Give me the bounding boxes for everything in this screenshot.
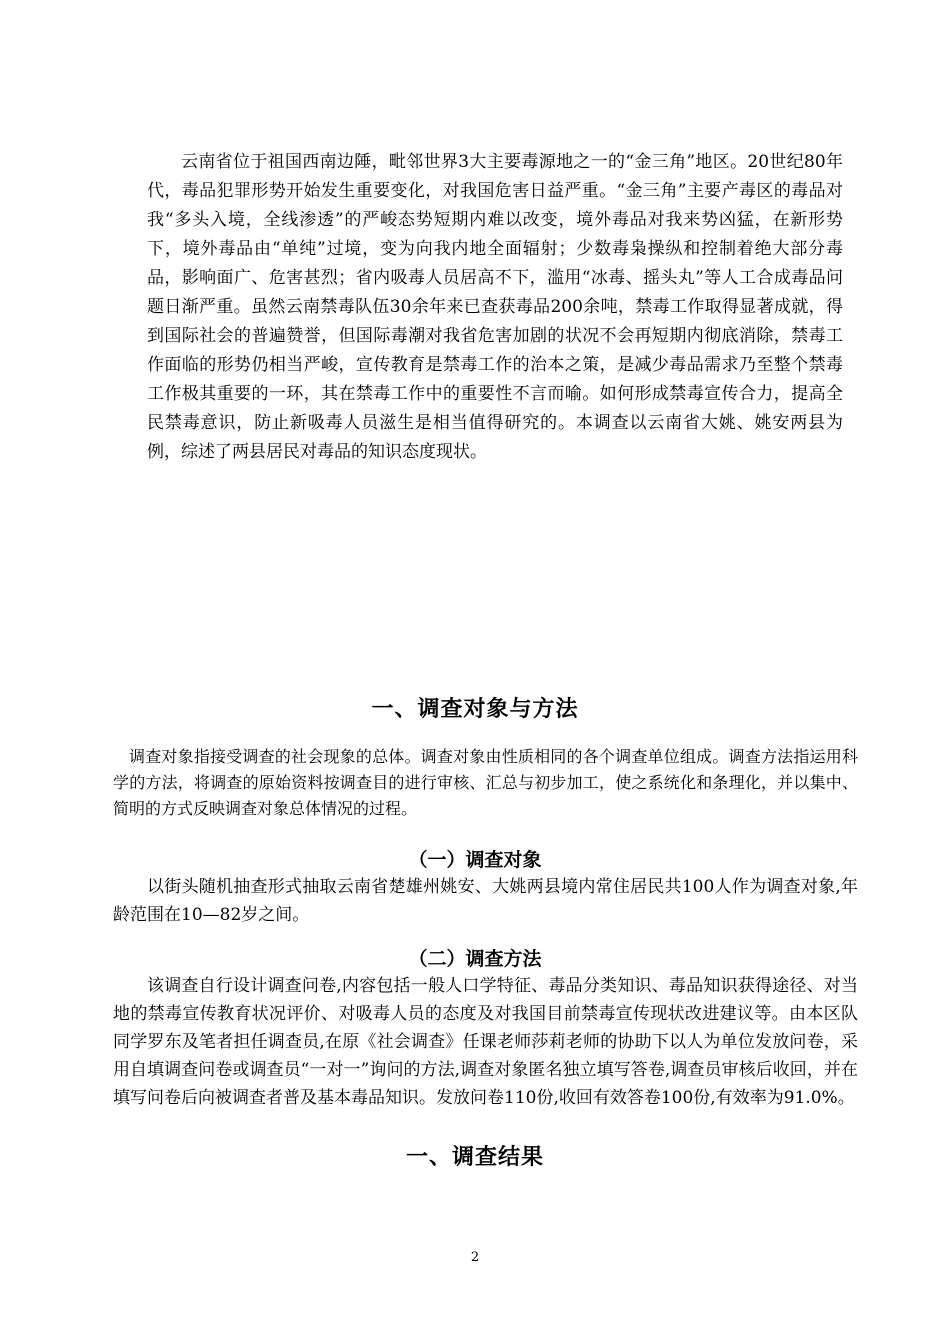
- survey-subjects-paragraph: 以街头随机抽查形式抽取云南省楚雄州姚安、大姚两县境内常住居民共100人作为调查对象,年龄范围在10—82岁之间。: [113, 877, 858, 925]
- section-heading-results: 一、调查结果: [405, 1145, 544, 1170]
- definition-paragraph: 调查对象指接受调查的社会现象的总体。调查对象由性质相同的各个调查单位组成。调查方法指运用科学的方法，将调查的原始资料按调查目的进行审核、汇总与初步加工，使之系统化和条理化，并以集中、简明的方式反映调查对象总体情况的过程。: [113, 747, 858, 818]
- survey-methods-paragraph: 该调查自行设计调查问卷,内容包括一般人口学特征、毒品分类知识、毒品知识获得途径、对当地的禁毒宣传教育状况评价、对吸毒人员的态度及对我国目前禁毒宣传现状改进建议等。由本区队同学罗东及笔者担任调查员,在原《社会调查》任课老师莎莉老师的协助下以人为单位发放问卷，采用自填调查问卷或调查员“一对一”询问的方法,调查对象匿名独立填写答卷,调查员审核后收回，并在填写问卷后向被调查者普及基本毒品知识。发放问卷110份,收回有效答卷100份,有效率为91.0%。: [113, 976, 858, 1108]
- section-heading-subjects-methods: 一、调查对象与方法: [371, 697, 579, 722]
- subheading-survey-subjects: （一）调查对象: [408, 849, 542, 871]
- page-number: 2: [470, 1250, 480, 1265]
- subheading-survey-methods: （二）调查方法: [408, 948, 542, 970]
- intro-paragraph: 云南省位于祖国西南边陲，毗邻世界3大主要毒源地之一的“金三角”地区。20世纪80年代，毒品犯罪形势开始发生重要变化，对我国危害日益严重。“金三角”主要产毒区的毒品对我“多头入境，全线渗透”的严峻态势短期内难以改变，境外毒品对我来势凶猛，在新形势下，境外毒品由“单纯”过境，变为向我内地全面辐射；少数毒枭操纵和控制着绝大部分毒品，影响面广、危害甚烈；省内吸毒人员居高不下，滥用“冰毒、摇头丸”等人工合成毒品问题日渐严重。虽然云南禁毒队伍30余年来已查获毒品200余吨，禁毒工作取得显著成就，得到国际社会的普遍赞誉，但国际毒潮对我省危害加剧的状况不会再短期内彻底消除，禁毒工作面临的形势仍相当严峻，宣传教育是禁毒工作的治本之策，是减少毒品需求乃至整个禁毒工作极其重要的一环，其在禁毒工作中的重要性不言而喻。如何形成禁毒宣传合力，提高全民禁毒意识，防止新吸毒人员滋生是相当值得研究的。本调查以云南省大姚、姚安两县为例，综述了两县居民对毒品的知识态度现状。: [147, 152, 843, 462]
